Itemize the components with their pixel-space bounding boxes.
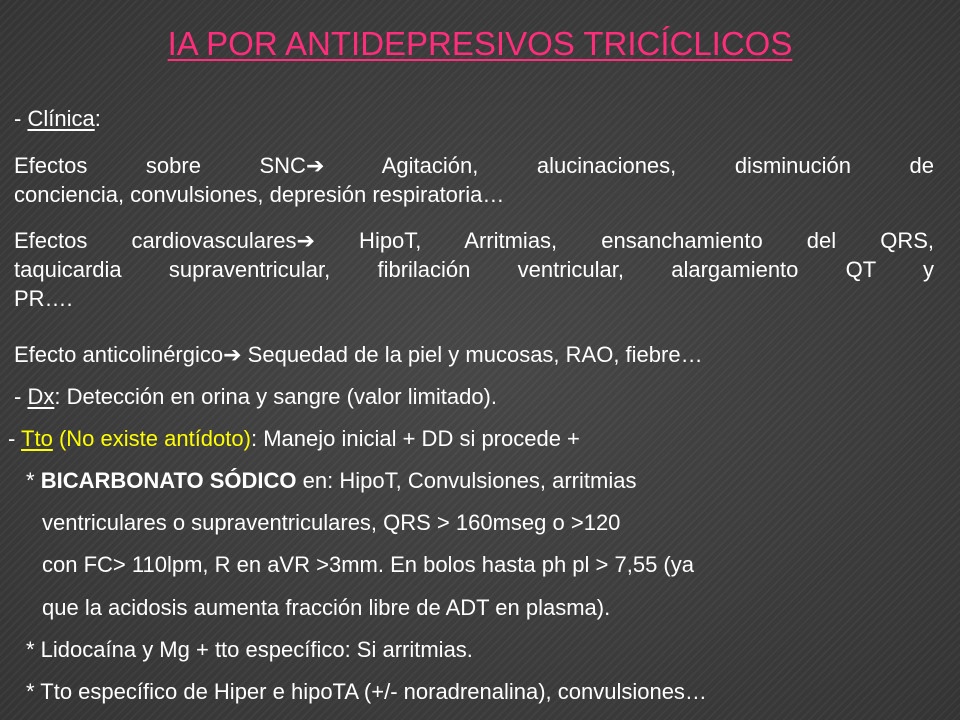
snc-text-1: Agitación, alucinaciones, disminución de xyxy=(324,153,934,178)
tto-paren-close: ) xyxy=(243,426,251,451)
slide-title: IA POR ANTIDEPRESIVOS TRICÍCLICOS xyxy=(167,25,793,62)
tto-paren-open: ( xyxy=(52,426,67,451)
tto-dash: - xyxy=(8,426,22,451)
bicarb-line-2: ventriculares o supraventriculares, QRS > 160mseg o >120 xyxy=(42,510,621,535)
lidocaina-line: * Lidocaína y Mg + tto específico: Si arritmias. xyxy=(26,637,473,662)
clinica-dash: - xyxy=(14,106,28,131)
snc-line-1 xyxy=(14,151,934,180)
clinica-label: Clínica xyxy=(27,106,95,131)
snc-label: Efectos sobre SNC xyxy=(14,153,306,178)
right-arrow-icon: ➔ xyxy=(296,228,315,253)
dx-dash: - xyxy=(14,384,28,409)
anticol-label: Efecto anticolinérgico xyxy=(14,342,224,367)
tto-warning: No existe antídoto xyxy=(66,426,244,451)
snc-paragraph xyxy=(14,151,934,209)
dx-line xyxy=(14,382,497,411)
anticol-line xyxy=(14,340,703,369)
tto-text: : Manejo inicial + DD si procede + xyxy=(250,426,580,451)
right-arrow-icon: ➔ xyxy=(223,342,242,367)
bicarb-line-1 xyxy=(26,466,636,495)
cardio-line-2: taquicardia supraventricular, fibrilación ventricular, alargamiento QT y xyxy=(14,257,934,282)
tto-label: Tto xyxy=(21,426,53,451)
cardio-line-1 xyxy=(14,226,934,255)
bicarb-line-3: con FC> 110lpm, R en aVR >3mm. En bolos hasta ph pl > 7,55 (ya xyxy=(42,552,694,577)
bicarb-prefix: * xyxy=(26,468,41,493)
right-arrow-icon: ➔ xyxy=(305,153,325,178)
anticol-text: Sequedad de la piel y mucosas, RAO, fiebre… xyxy=(241,342,703,367)
clinica-colon: : xyxy=(94,106,101,131)
cardio-label: Efectos cardiovasculares xyxy=(14,228,297,253)
dx-text: : Detección en orina y sangre (valor limitado). xyxy=(54,384,497,409)
clinica-heading xyxy=(14,104,101,133)
bicarb-line-4: que la acidosis aumenta fracción libre de ADT en plasma). xyxy=(42,595,611,620)
bicarb-text-1: en: HipoT, Convulsiones, arritmias xyxy=(296,468,637,493)
tto-especifico-line: * Tto específico de Hiper e hipoTA (+/- noradrenalina), convulsiones… xyxy=(26,679,707,704)
cardio-line-3: PR…. xyxy=(14,286,73,311)
cardio-paragraph xyxy=(14,226,934,313)
tto-line xyxy=(8,424,580,453)
bicarb-label: BICARBONATO SÓDICO xyxy=(40,468,297,493)
cardio-text-1: HipoT, Arritmias, ensanchamiento del QRS, xyxy=(314,228,934,253)
snc-line-2: conciencia, convulsiones, depresión respiratoria… xyxy=(14,182,505,207)
dx-label: Dx xyxy=(27,384,55,409)
